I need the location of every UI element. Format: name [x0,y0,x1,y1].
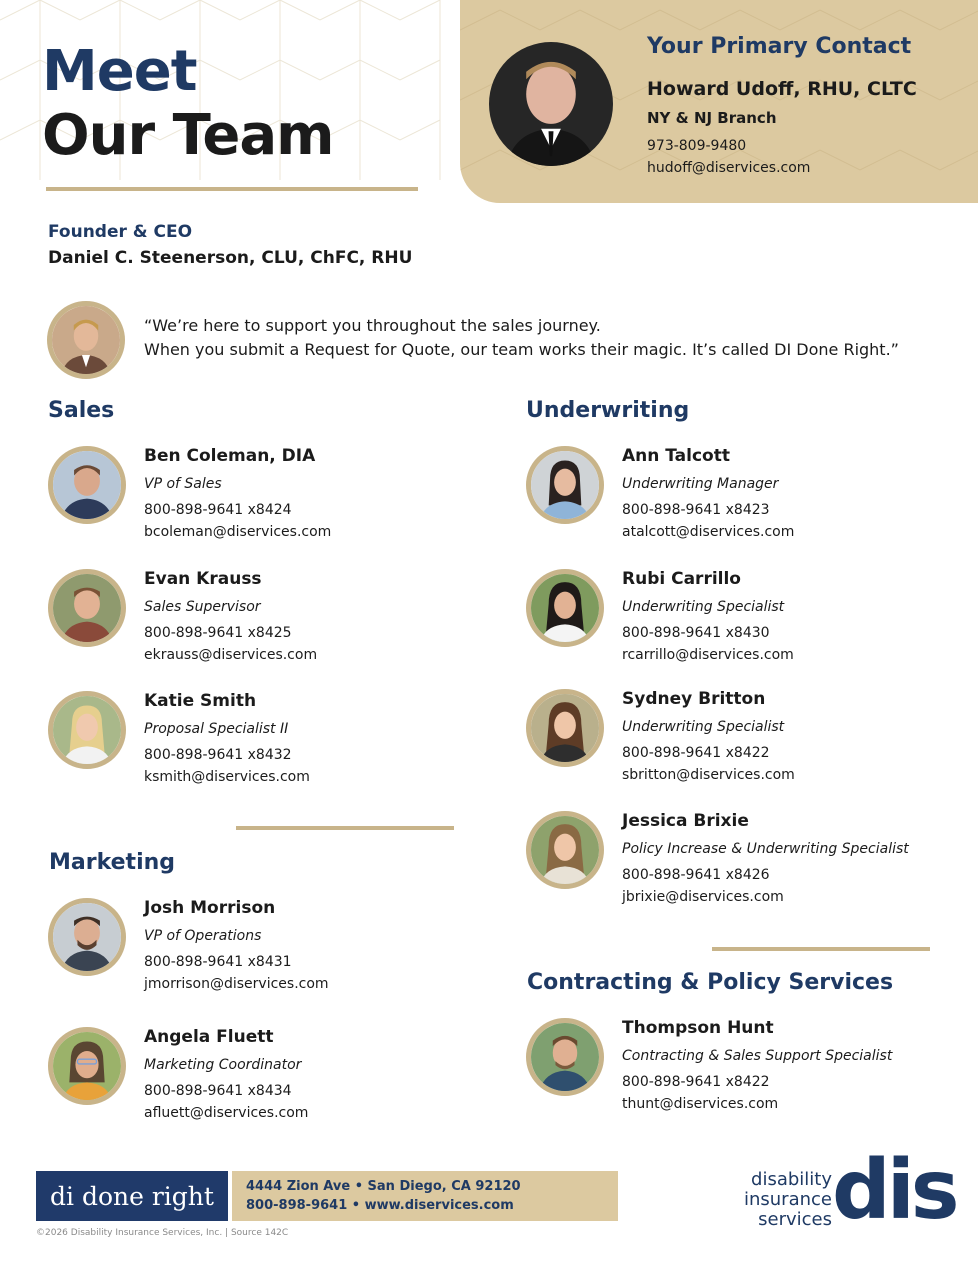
team-member-phone[interactable]: 800-898-9641 x8431 [144,954,292,970]
team-member-email[interactable]: ksmith@diservices.com [144,769,310,785]
section-title-marketing: Marketing [49,850,176,875]
section-divider [236,826,454,830]
team-member-card [526,1018,896,1128]
team-member-email[interactable]: bcoleman@diservices.com [144,524,332,540]
team-member-photo [526,811,604,889]
team-member-photo [526,446,604,524]
team-member-card [48,691,418,801]
team-member-email[interactable]: jmorrison@diservices.com [144,976,329,992]
team-member-card [526,689,896,799]
team-member-email[interactable]: afluett@diservices.com [144,1105,309,1121]
team-member-photo [48,1027,126,1105]
team-member-phone[interactable]: 800-898-9641 x8422 [622,1074,770,1090]
team-member-name: Evan Krauss [144,569,262,589]
team-member-email[interactable]: rcarrillo@diservices.com [622,647,794,663]
team-member-photo [526,1018,604,1096]
team-member-email[interactable]: jbrixie@diservices.com [622,889,784,905]
team-member-phone[interactable]: 800-898-9641 x8432 [144,747,292,763]
team-member-card [48,446,418,556]
team-member-role: Underwriting Specialist [622,599,785,615]
team-member-name: Josh Morrison [144,898,276,918]
team-member-role: Underwriting Manager [622,476,779,492]
page-title-line1: Meet [42,39,197,104]
team-member-phone[interactable]: 800-898-9641 x8434 [144,1083,292,1099]
team-member-phone[interactable]: 800-898-9641 x8424 [144,502,292,518]
team-member-card [526,446,896,556]
footer-legal: ©2026 Disability Insurance Services, Inc. | Source 142C [36,1228,289,1238]
dis-logo-line1: disability [751,1169,832,1190]
team-member-role: Underwriting Specialist [622,719,785,735]
primary-contact-branch: NY & NJ Branch [647,109,777,127]
team-member-name: Rubi Carrillo [622,569,741,589]
team-member-card [48,898,418,1008]
team-member-photo [526,569,604,647]
footer-brand-logo: di done right [36,1171,228,1221]
team-member-email[interactable]: sbritton@diservices.com [622,767,795,783]
team-member-phone[interactable]: 800-898-9641 x8422 [622,745,770,761]
team-member-photo [48,569,126,647]
section-title-sales: Sales [48,398,115,423]
team-member-email[interactable]: atalcott@diservices.com [622,524,795,540]
section-title-contracting: Contracting & Policy Services [527,970,894,995]
team-member-role: VP of Sales [144,476,222,492]
team-member-role: VP of Operations [144,928,262,944]
team-member-photo [526,689,604,767]
founder-name: Daniel C. Steenerson, CLU, ChFC, RHU [48,248,413,268]
team-member-card [48,1027,418,1137]
team-member-role: Sales Supervisor [144,599,261,615]
team-member-phone[interactable]: 800-898-9641 x8426 [622,867,770,883]
dis-logo-line2: insurance [743,1189,832,1210]
team-member-name: Ann Talcott [622,446,730,466]
team-member-card [48,569,418,679]
team-member-phone[interactable]: 800-898-9641 x8423 [622,502,770,518]
team-member-photo [48,898,126,976]
team-member-role: Marketing Coordinator [144,1057,302,1073]
footer-address: 4444 Zion Ave • San Diego, CA 92120 [246,1179,521,1194]
founder-quote [144,314,899,362]
team-member-role: Proposal Specialist II [144,721,289,737]
team-member-email[interactable]: thunt@diservices.com [622,1096,779,1112]
team-member-role: Policy Increase & Underwriting Specialist [622,841,909,857]
founder-photo [47,301,125,379]
team-member-name: Katie Smith [144,691,257,711]
primary-contact-email[interactable]: hudoff@diservices.com [647,160,811,176]
team-member-phone[interactable]: 800-898-9641 x8425 [144,625,292,641]
team-member-role: Contracting & Sales Support Specialist [622,1048,893,1064]
primary-contact-heading: Your Primary Contact [647,34,912,59]
team-member-name: Sydney Britton [622,689,766,709]
founder-role: Founder & CEO [48,222,193,242]
page-title-line2: Our Team [42,103,334,168]
footer-contact-info[interactable]: 800-898-9641 • www.diservices.com [246,1198,514,1213]
founder-quote-line2: When you submit a Request for Quote, our team works their magic. It’s called DI Done Right.” [144,340,899,359]
primary-contact-photo [489,42,613,166]
team-member-name: Jessica Brixie [622,811,749,831]
team-member-card [526,569,896,679]
primary-contact-name: Howard Udoff, RHU, CLTC [647,78,917,100]
founder-quote-line1: “We’re here to support you throughout the sales journey. [144,316,601,335]
team-member-name: Ben Coleman, DIA [144,446,316,466]
section-divider [712,947,930,951]
team-member-phone[interactable]: 800-898-9641 x8430 [622,625,770,641]
section-title-underwriting: Underwriting [526,398,690,423]
team-member-card [526,811,909,921]
primary-contact-phone[interactable]: 973-809-9480 [647,138,747,154]
title-divider [46,187,418,191]
team-member-photo [48,691,126,769]
dis-logo-mark: dis [832,1143,956,1238]
team-member-email[interactable]: ekrauss@diservices.com [144,647,318,663]
team-member-name: Angela Fluett [144,1027,274,1047]
team-member-name: Thompson Hunt [622,1018,774,1038]
team-member-photo [48,446,126,524]
dis-logo-line3: services [758,1209,832,1230]
